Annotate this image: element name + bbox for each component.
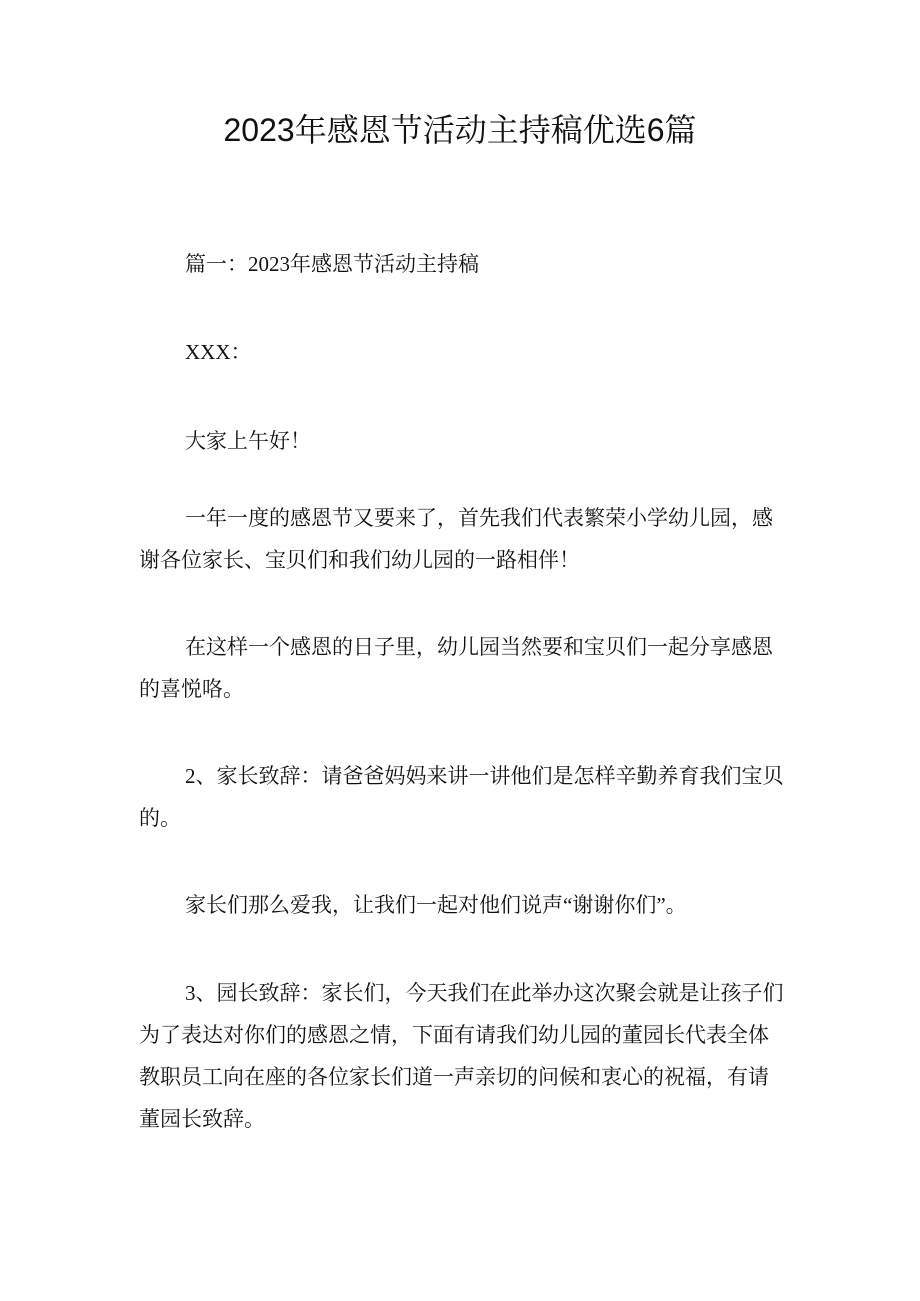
paragraph-principal-speech: 3、园长致辞：家长们，今天我们在此举办这次聚会就是让孩子们为了表达对你们的感恩之情，下面有请我们幼儿园的董园长代表全体教职员工向在座的各位家长们道一声亲切的问候和衷心的祝福，有请董园长致辞。 (139, 981, 784, 1131)
section-heading: 篇一：2023年感恩节活动主持稿 (185, 252, 479, 276)
paragraph: 家长们那么爱我，让我们一起对他们说声“谢谢你们”。 (185, 893, 687, 917)
greeting: 大家上午好！ (185, 429, 311, 453)
salutation: XXX： (185, 340, 252, 364)
paragraph: 在这样一个感恩的日子里，幼儿园当然要和宝贝们一起分享感恩的喜悦咯。 (139, 635, 773, 701)
paragraph: 一年一度的感恩节又要来了，首先我们代表繁荣小学幼儿园，感谢各位家长、宝贝们和我们幼儿园的一路相伴！ (139, 506, 773, 572)
paragraph-parent-speech: 2、家长致辞：请爸爸妈妈来讲一讲他们是怎样辛勤养育我们宝贝的。 (139, 764, 784, 830)
document-title: 2023年感恩节活动主持稿优选6篇 (223, 112, 697, 148)
